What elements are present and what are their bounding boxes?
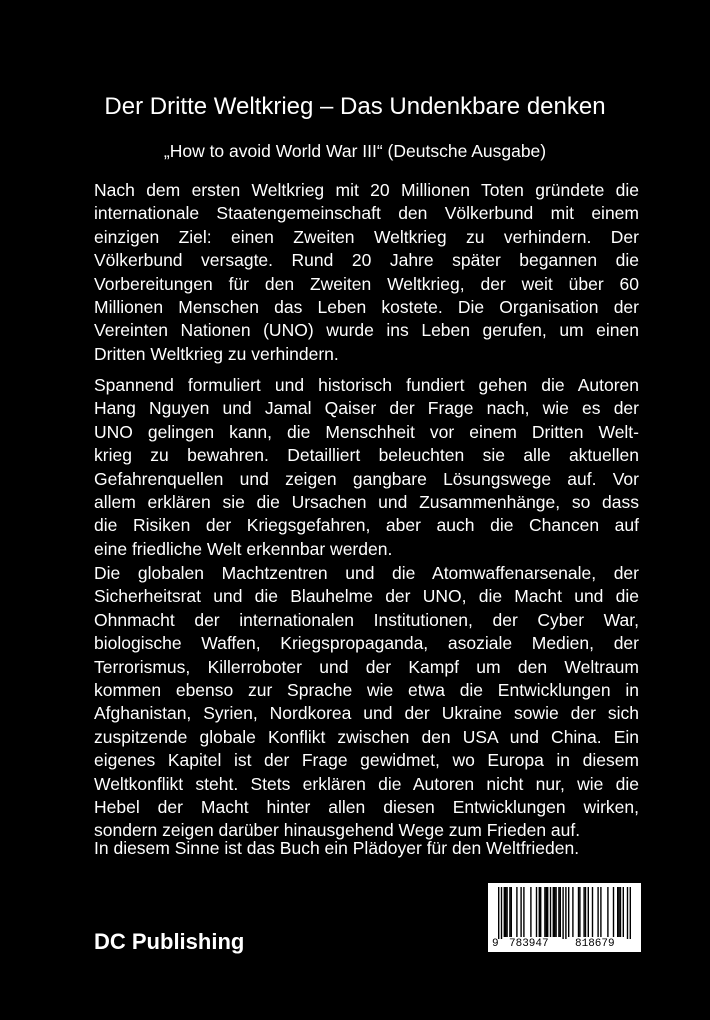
barcode-bar bbox=[607, 887, 608, 937]
barcode-bar bbox=[504, 887, 505, 937]
barcode-bar bbox=[554, 887, 555, 937]
barcode-bar bbox=[618, 887, 619, 937]
blurb-line: zuspitzende globale Konflikt zwischen den USA und China. Ein bbox=[94, 726, 639, 747]
barcode-bar bbox=[547, 887, 548, 937]
barcode-bar bbox=[560, 887, 561, 937]
barcode-bar bbox=[565, 887, 566, 939]
barcode-bar bbox=[623, 887, 624, 937]
barcode-bar bbox=[583, 887, 584, 937]
blurb-line: Hang Nguyen und Jamal Qaiser der Frage nach, wie es der bbox=[94, 398, 639, 419]
barcode-bar bbox=[597, 887, 598, 937]
barcode-bar bbox=[501, 887, 502, 939]
blurb-line: Völkerbund versagte. Rund 20 Jahre später begannen die bbox=[94, 250, 639, 271]
blurb-paragraph-4 bbox=[94, 837, 639, 860]
barcode-bar bbox=[578, 887, 579, 937]
barcode-bar bbox=[530, 887, 531, 937]
barcode-bar bbox=[579, 887, 580, 937]
isbn-number bbox=[492, 938, 637, 951]
barcode-bars bbox=[488, 883, 641, 939]
barcode-bar bbox=[516, 887, 517, 937]
blurb-line: biologische Waffen, Kriegspropaganda, asoziale Medien, der bbox=[94, 633, 639, 654]
barcode-bar bbox=[506, 887, 507, 937]
barcode-bar bbox=[546, 887, 547, 937]
barcode-bar bbox=[568, 887, 569, 937]
barcode-bar bbox=[592, 887, 593, 937]
blurb-line: allem erklären sie die Ursachen und Zusammenhänge, so dass bbox=[94, 492, 639, 513]
book-title: Der Dritte Weltkrieg – Das Undenkbare denken bbox=[104, 93, 606, 120]
blurb-line: eine friedliche Welt erkennbar werden. bbox=[94, 538, 393, 559]
isbn-left-digits: 783947 bbox=[509, 938, 549, 950]
blurb-line: Afghanistan, Syrien, Nordkorea und der Ukraine sowie der sich bbox=[94, 703, 639, 724]
barcode-bar bbox=[520, 887, 521, 937]
blurb-line: UNO gelingen kann, die Menschheit vor einem Dritten Welt- bbox=[94, 421, 639, 442]
barcode-bar bbox=[585, 887, 586, 937]
isbn-prefix-digit: 9 bbox=[492, 938, 499, 950]
blurb-paragraph-2 bbox=[94, 374, 639, 561]
blurb-paragraph-3 bbox=[94, 562, 639, 843]
blurb-line: krieg zu bewahren. Detailliert beleuchten sie alle aktuellen bbox=[94, 445, 639, 466]
blurb-line: Millionen Menschen das Leben kostete. Die Organisation der bbox=[94, 297, 639, 318]
barcode-bar bbox=[550, 887, 551, 937]
blurb-line: internationale Staatengemeinschaft den Völkerbund mit einem bbox=[94, 203, 639, 224]
barcode-bar bbox=[627, 887, 628, 939]
barcode-bar bbox=[572, 887, 573, 937]
blurb-line: Terrorismus, Killerroboter und der Kampf um den Weltraum bbox=[94, 656, 639, 677]
blurb-line: Nach dem ersten Weltkrieg mit 20 Millionen Toten gründete die bbox=[94, 180, 639, 200]
barcode-bar bbox=[620, 887, 621, 937]
barcode-bar bbox=[588, 887, 589, 937]
publisher-name: DC Publishing bbox=[94, 929, 245, 954]
blurb-line: kommen ebenso zur Sprache wie etwa die Entwicklungen in bbox=[94, 680, 639, 701]
barcode-bar bbox=[505, 887, 506, 937]
barcode-bar bbox=[558, 887, 559, 937]
blurb-line: Die globalen Machtzentren und die Atomwaffenarsenale, der bbox=[94, 563, 639, 583]
blurb-line: In diesem Sinne ist das Buch ein Plädoyer für den Weltfrieden. bbox=[94, 838, 580, 858]
barcode-bar bbox=[539, 887, 540, 937]
barcode-bar bbox=[498, 887, 499, 939]
barcode-bar bbox=[617, 887, 618, 937]
barcode-bar bbox=[523, 887, 524, 937]
blurb-line: sondern zeigen darüber hinausgehend Wege zum Frieden auf. bbox=[94, 820, 581, 841]
barcode-bar bbox=[511, 887, 512, 937]
blurb-line: einzigen Ziel: einen Zweiten Weltkrieg zu verhindern. Der bbox=[94, 226, 639, 247]
barcode-bar bbox=[630, 887, 631, 939]
barcode-bar bbox=[509, 887, 510, 937]
blurb-line: Spannend formuliert und historisch fundiert gehen die Autoren bbox=[94, 375, 639, 395]
barcode-bar bbox=[555, 887, 556, 937]
blurb-paragraph-1 bbox=[94, 179, 639, 366]
barcode-bar bbox=[540, 887, 541, 937]
barcode-bar bbox=[562, 887, 563, 939]
barcode-bar bbox=[613, 887, 614, 937]
isbn-barcode bbox=[488, 883, 641, 952]
blurb-line: eigenes Kapitel ist der Frage gewidmet, wo Europa in diesem bbox=[94, 750, 639, 771]
barcode-bar bbox=[536, 887, 537, 937]
book-subtitle: „How to avoid World War III“ (Deutsche Ausgabe) bbox=[163, 141, 547, 161]
blurb-line: Ohnmacht der internationalen Institutionen, der Cyber War, bbox=[94, 609, 639, 630]
barcode-bar bbox=[600, 887, 601, 937]
blurb-line: Hebel der Macht hinter allen diesen Entwicklungen wirken, bbox=[94, 797, 639, 818]
blurb-line: Vorbereitungen für den Zweiten Weltkrieg, der weit über 60 bbox=[94, 273, 639, 294]
blurb-line: die Risiken der Kriegsgefahren, aber auch die Chancen auf bbox=[94, 515, 639, 536]
barcode-bar bbox=[544, 887, 545, 937]
blurb-line: Gefahrenquellen und zeigen gangbare Lösungswege auf. Vor bbox=[94, 468, 639, 489]
blurb-line: Weltkonflikt steht. Stets erklären die Autoren nicht nur, wie die bbox=[94, 773, 639, 794]
blurb-line: Sicherheitsrat und die Blauhelme der UNO, die Macht und die bbox=[94, 586, 639, 607]
blurb-line: Vereinten Nationen (UNO) wurde ins Leben gerufen, um einen bbox=[94, 320, 639, 341]
blurb-line: Dritten Weltkrieg zu verhindern. bbox=[94, 343, 339, 364]
isbn-right-digits: 818679 bbox=[575, 938, 615, 950]
barcode-bar bbox=[553, 887, 554, 937]
